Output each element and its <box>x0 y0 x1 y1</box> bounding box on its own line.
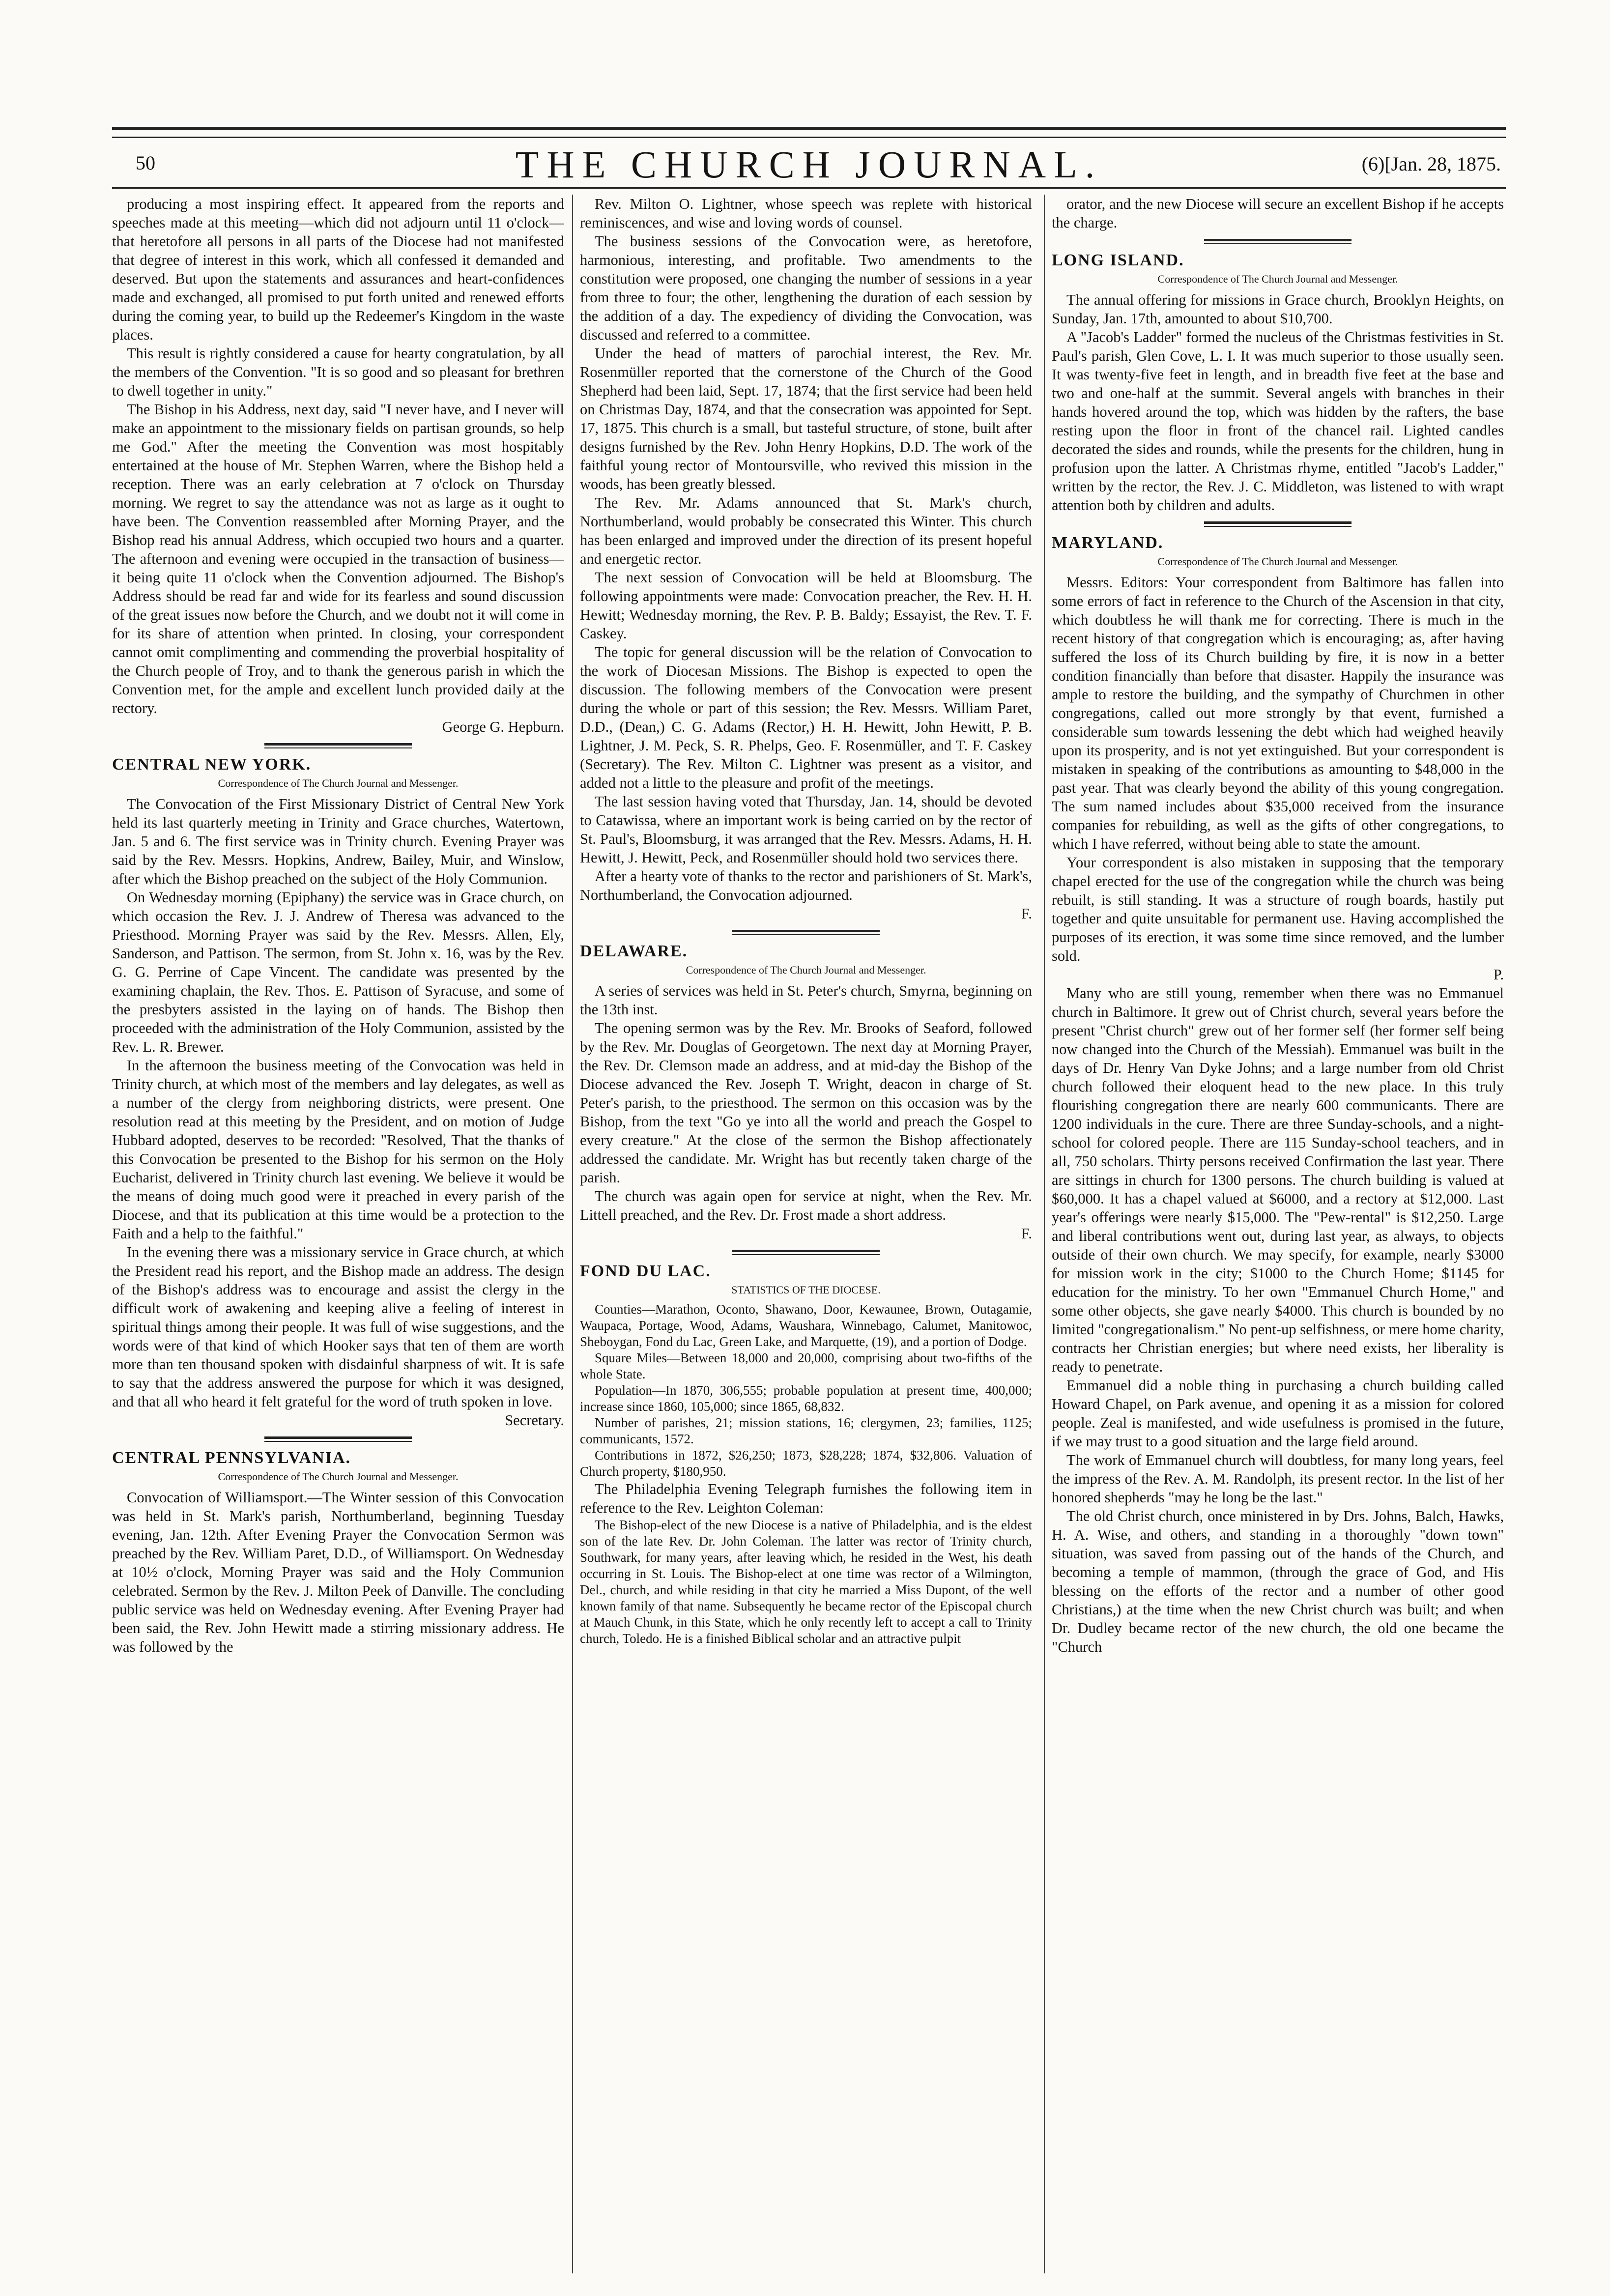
issue-date: (6)[Jan. 28, 1875. <box>1361 153 1501 175</box>
section-separator <box>732 934 880 935</box>
top-rule-thin <box>112 137 1506 138</box>
correspondence-note: Correspondence of The Church Journal and Messenger. <box>218 1470 459 1483</box>
section-separator <box>1204 239 1351 241</box>
page-number: 50 <box>136 152 155 174</box>
paragraph: Convocation of Williamsport.—The Winter session of this Convocation was held in St. Mark's parish, Northumberland, beginning Tuesday evening, Jan. 12th. After Evening Prayer the Convocation Sermon was preached by the Rev. William Paret, D.D., of Williamsport. On Wednesday at 10½ o'clock, Morning Prayer was said and the Holy Communion celebrated. Sermon by the Rev. J. Milton Peek of Danville. The concluding public service was held on Wednesday evening. After Evening Prayer had been said, the Rev. John Hewitt made a stirring missionary address. He was followed by the <box>112 1489 564 1655</box>
section-separator <box>732 1254 880 1255</box>
paragraph: Rev. Milton O. Lightner, whose speech was replete with historical reminiscences, and wise and loving words of counsel. <box>580 196 1032 231</box>
statistics-entry: Square Miles—Between 18,000 and 20,000, comprising about two-fifths of the whole State. <box>580 1350 1032 1381</box>
top-rule <box>112 127 1506 130</box>
paragraph: The Convocation of the First Missionary District of Central New York held its last quarterly meeting in Trinity and Grace churches, Watertown, Jan. 5 and 6. The first service was in Trinity church. Evening Prayer was said by the Rev. Messrs. Hopkins, Andrew, Bailey, Muir, and Winslow, after which the Bishop preached on the subject of the Holy Communion. <box>112 796 564 887</box>
statistics-entry: Population—In 1870, 306,555; probable population at present time, 400,000; increase since 1860, 105,000; since 1865, 68,832. <box>580 1383 1032 1414</box>
section-separator <box>732 1250 880 1252</box>
signature: Secretary. <box>505 1412 564 1429</box>
statistics-heading: STATISTICS OF THE DIOCESE. <box>731 1284 881 1296</box>
section-separator <box>264 1441 412 1442</box>
paragraph: The Philadelphia Evening Telegraph furnishes the following item in reference to the Rev. Leighton Coleman: <box>580 1481 1032 1516</box>
signature: F. <box>1021 1225 1032 1242</box>
section-heading: CENTRAL NEW YORK. <box>112 755 312 774</box>
signature: P. <box>1493 966 1504 983</box>
masthead <box>112 143 1506 187</box>
signature: F. <box>1021 905 1032 922</box>
section-heading: CENTRAL PENNSYLVANIA. <box>112 1449 351 1467</box>
paragraph: Messrs. Editors: Your correspondent from Baltimore has fallen into some errors of fact in reference to the Church of the Ascension in that city, which doubtless he will thank me for correcting. There is much in the recent history of that congregation which is encouraging; as, after having suffered the loss of its Church building by fire, it is now in a better condition financially than before that disaster. Happily the insurance was ample to restore the building, and the sympathy of Churchmen in other congregations, called out more strongly by that event, furnished a considerable sum towards lessening the debt which had weighed heavily upon its prosperity, and is not yet extinguished. But your correspondent is mistaken in speaking of the contributions as amounting to $48,000 in the past year. That was clearly beyond the ability of this young congregation. The sum named includes about $35,000 received from the insurance companies for rebuilding, as well as the gifts of other congregations, to which I have referred, without being able to state the amount. <box>1052 574 1504 852</box>
section-heading: MARYLAND. <box>1052 534 1164 552</box>
statistics-entry: Number of parishes, 21; mission stations, 16; clergymen, 23; families, 1125; communicants, 1572. <box>580 1415 1032 1446</box>
paragraph: producing a most inspiring effect. It appeared from the reports and speeches made at this meeting—which did not adjourn until 11 o'clock—that heretofore all persons in all parts of the Diocese had not manifested that degree of interest in this work, which all confessed it demanded and deserved. But upon the statements and assurances and heart-confidences made and exchanged, all promised to put forth united and renewed efforts during the coming year, to build up the Redeemer's Kingdom in the waste places. <box>112 196 564 343</box>
paragraph: The Rev. Mr. Adams announced that St. Mark's church, Northumberland, would probably be consecrated this Winter. This church has been enlarged and improved under the direction of its present hopeful and energetic rector. <box>580 494 1032 567</box>
paragraph: In the evening there was a missionary service in Grace church, at which the President read his report, and the Bishop made an address. The design of the Bishop's address was to encourage and assist the clergy in the difficult work of awakening and keeping alive a feeling of interest in spiritual things among their people. It was full of wise suggestions, and the words were of that kind of which Hooker says that ten of them are worth more than ten thousand spoken with disdainful sharpness of wit. It is safe to say that the address answered the purpose for which it was designed, and that all who heard it felt grateful for the word of truth spoken in love. <box>112 1244 564 1410</box>
paragraph: The old Christ church, once ministered in by Drs. Johns, Balch, Hawks, H. A. Wise, and others, and standing in a thoroughly "down town" situation, was saved from passing out of the hands of the Church, and becoming a temple of mammon, (through the grace of God, and His blessing on the efforts of the rector and a number of other good Christians,) at the time when the new Christ church was built; and when Dr. Dudley became rector of the new church, the old one became the "Church <box>1052 1508 1504 1655</box>
section-heading: LONG ISLAND. <box>1052 251 1184 269</box>
correspondence-note: Correspondence of The Church Journal and Messenger. <box>218 777 459 789</box>
correspondence-note: Correspondence of The Church Journal and Messenger. <box>1157 555 1398 568</box>
paragraph: The business sessions of the Convocation were, as heretofore, harmonious, interesting, and profitable. Two amendments to the constitution were proposed, one changing the number of sessions in a year from three to four; the other, lengthening the duration of each session by the addition of a day. The expediency of dividing the Convocation, was discussed and referred to a committee. <box>580 233 1032 343</box>
paragraph: The Bishop in his Address, next day, said "I never have, and I never will make an appointment to the missionary fields on partisan grounds, so help me God." After the meeting the Convention was most hospitably entertained at the house of Mr. Stephen Warren, where the Bishop held a reception. There was an early celebration at 7 o'clock on Thursday morning. We regret to say the attendance was not as large as it ought to have been. The Convention reassembled after Morning Prayer, and the Bishop read his annual Address, which occupied two hours and a quarter. The afternoon and evening were occupied in the transaction of business—it being quite 11 o'clock when the Convention adjourned. The Bishop's Address should be read far and wide for its fearless and sound discussion of the great issues now before the Church, and we doubt not it will come in for its share of attention when printed. In closing, your correspondent cannot omit complimenting and commending the proverbial hospitality of the Church people of Troy, and to thank the generous parish in which the Convention met, for the ample and excellent lunch provided daily at the rectory. <box>112 401 564 717</box>
section-heading: DELAWARE. <box>580 942 688 960</box>
paragraph: The next session of Convocation will be held at Bloomsburg. The following appointments were made: Convocation preacher, the Rev. H. H. Hewitt; Wednesday morning, the Rev. P. B. Baldy; Essayist, the Rev. T. F. Caskey. <box>580 569 1032 642</box>
correspondence-note: Correspondence of The Church Journal and Messenger. <box>1157 273 1398 285</box>
paragraph: Emmanuel did a noble thing in purchasing a church building called Howard Chapel, on Park avenue, and opening it as a mission for colored people. Zeal is manifested, and wide usefulness is promised in the future, if we may trust to a good situation and the large field around. <box>1052 1377 1504 1450</box>
paragraph: The work of Emmanuel church will doubtless, for many long years, feel the impress of the Rev. A. M. Randolph, its present rector. In the list of her honored shepherds "may he long be the last." <box>1052 1452 1504 1506</box>
column-1 <box>112 195 564 2273</box>
paragraph: A series of services was held in St. Peter's church, Smyrna, beginning on the 13th inst. <box>580 982 1032 1018</box>
newspaper-title: THE CHURCH JOURNAL. <box>515 143 1103 186</box>
paragraph: Many who are still young, remember when there was no Emmanuel church in Baltimore. It grew out of Christ church, several years before the present "Christ church" grew out of her former self (her former self being now changed into the Church of the Messiah). Emmanuel was built in the days of Dr. Henry Van Dyke Johns; and a large number from old Christ church followed their eloquent head to the new place. In this truly flourishing congregation there are nearly 600 communicants. There are 1200 individuals in the cure. There are three Sunday-schools, and a night-school for colored people. There are 115 Sunday-school teachers, and in all, 750 scholars. Thirty persons received Confirmation the last year. There are sittings in church for 1300 persons. The church building is valued at $60,000. It has a chapel valued at $6000, and a rectory at $12,000. Last year's offerings were nearly $15,000. The "Pew-rental" is $12,250. Large and liberal contributions went out, during last year, as always, to objects outside of their own church. We may specify, for example, nearly $3000 for mission work in the city; $1000 to the Church Home; $1145 for education for the ministry. To her own "Emmanuel Church Home," and some other objects, she gave nearly $4000. This church is bounded by no limited "congregationalism." No pent-up selfishness, or mere home charity, contracts her Christian energies; but where need exists, her liberality is ready to penetrate. <box>1052 985 1504 1375</box>
paragraph: Under the head of matters of parochial interest, the Rev. Mr. Rosenmüller reported that the cornerstone of the Church of the Good Shepherd had been laid, Sept. 17, 1874; that the first service had been held on Christmas Day, 1874, and that the consecration was appointed for Sept. 17, 1875. This church is a small, but tasteful structure, of stone, built after designs furnished by the Rev. John Henry Hopkins, D.D. The work of the faithful young rector of Montoursville, who revived this mission in the woods, has been greatly blessed. <box>580 345 1032 492</box>
column-divider <box>1044 195 1045 2273</box>
quoted-paragraph: The Bishop-elect of the new Diocese is a native of Philadelphia, and is the eldest son of the late Rev. Dr. John Coleman. The latter was rector of Trinity church, Southwark, for many years, after leaving which, he resided in the West, his death occurring in St. Louis. The Bishop-elect at one time was rector of a Wilmington, Del., church, and while residing in that city he married a Miss Dupont, of the well known family of that name. Subsequently he became rector of the Episcopal church at Mauch Chunk, in this State, which he only recently left to accept a call to Trinity church, Toledo. He is a finished Biblical scholar and an attractive pulpit <box>580 1518 1032 1646</box>
masthead-rule <box>112 187 1506 189</box>
section-separator <box>1204 526 1351 527</box>
paragraph: The topic for general discussion will be the relation of Convocation to the work of Diocesan Missions. The Bishop is expected to open the discussion. The following members of the Convocation were present during the whole or part of this session; the Rev. Messrs. William Paret, D.D., (Dean,) C. G. Adams (Rector,) H. H. Hewitt, John Hewitt, P. B. Lightner, J. M. Peck, S. R. Phelps, Geo. F. Rosenmüller, and T. F. Caskey (Secretary). The Rev. Milton C. Lightner was present as a visitor, and added not a little to the pleasure and profit of the meetings. <box>580 644 1032 791</box>
section-heading: FOND DU LAC. <box>580 1262 711 1280</box>
paragraph: The opening sermon was by the Rev. Mr. Brooks of Seaford, followed by the Rev. Mr. Douglas of Georgetown. The next day at Morning Prayer, the Rev. Dr. Clemson made an address, and at mid-day the Bishop of the Diocese advanced the Rev. Joseph T. Wright, deacon in charge of St. Peter's parish, to the priesthood. The sermon on this occasion was by the Bishop, from the text "Go ye into all the world and preach the Gospel to every creature." At the close of the sermon the Bishop affectionately addressed the candidate. Mr. Wright has but recently taken charge of the parish. <box>580 1020 1032 1186</box>
section-separator <box>732 930 880 932</box>
paragraph: In the afternoon the business meeting of the Convocation was held in Trinity church, at which most of the members and lay delegates, as well as a number of the clergy from neighboring districts, were present. One resolution read at this meeting by the President, and on motion of Judge Hubbard adopted, deserves to be recorded: "Resolved, That the thanks of this Convocation be presented to the Bishop for his sermon on the Holy Eucharist, delivered in Trinity church last evening. We believe it would be the means of doing much good were it preached in every parish of the Diocese, and that its publication at this time would be a protection to the Faith and a help to the faithful." <box>112 1057 564 1242</box>
paragraph: This result is rightly considered a cause for hearty congratulation, by all the members of the Convention. "It is so good and so pleasant for brethren to dwell together in unity." <box>112 345 564 399</box>
paragraph: A "Jacob's Ladder" formed the nucleus of the Christmas festivities in St. Paul's parish, Glen Cove, L. I. It was much superior to those usually seen. It was twenty-five feet in length, and in breadth five feet at the base and two and one-half at the summit. Several angels with branches in their hands hovered around the top, which was hidden by the rafters, the base resting upon the floor in front of the chancel rail. Lighted candles decorated the sides and rounds, while the presents for the children, hung in profusion upon the latter. A Christmas rhyme, entitled "Jacob's Ladder," written by the rector, the Rev. J. C. Middleton, was listened to with wrapt attention both by children and adults. <box>1052 329 1504 514</box>
paragraph: Your correspondent is also mistaken in supposing that the temporary chapel erected for the use of the congregation while the church was being rebuilt, is still standing. It was a structure of rough boards, hastily put together and quite unsuitable for permanent use. Having accomplished the purposes of its erection, it was some time since removed, and the lumber sold. <box>1052 854 1504 964</box>
paragraph: After a hearty vote of thanks to the rector and parishioners of St. Mark's, Northumberland, the Convocation adjourned. <box>580 868 1032 903</box>
column-2 <box>580 195 1032 2273</box>
signature: George G. Hepburn. <box>442 718 564 735</box>
section-separator <box>1204 243 1351 244</box>
paragraph: The last session having voted that Thursday, Jan. 14, should be devoted to Catawissa, where an important work is being carried on by the rector of St. Paul's, Bloomsburg, it was arranged that the Rev. Messrs. Adams, H. H. Hewitt, J. Hewitt, Peck, and Rosenmüller should hold two services there. <box>580 793 1032 866</box>
correspondence-note: Correspondence of The Church Journal and Messenger. <box>686 964 926 976</box>
paragraph: orator, and the new Diocese will secure an excellent Bishop if he accepts the charge. <box>1052 196 1504 231</box>
column-3 <box>1052 195 1504 2273</box>
statistics-entry: Contributions in 1872, $26,250; 1873, $28,228; 1874, $32,806. Valuation of Church property, $180,950. <box>580 1448 1032 1479</box>
statistics-entry: Counties—Marathon, Oconto, Shawano, Door, Kewaunee, Brown, Outagamie, Waupaca, Portage, Wood, Adams, Waushara, Winnebago, Calumet, Manitowoc, Sheboygan, Fond du Lac, Green Lake, and Marquette, (19), and a portion of Dodge. <box>580 1302 1032 1349</box>
column-divider <box>572 195 573 2273</box>
paragraph: On Wednesday morning (Epiphany) the service was in Grace church, on which occasion the Rev. J. J. Andrew of Theresa was advanced to the Priesthood. Morning Prayer was said by the Rev. Messrs. Allen, Ely, Sanderson, and Pattison. The sermon, from St. John x. 16, was by the Rev. G. G. Perrine of Cape Vincent. The candidate was presented by the examining chaplain, the Rev. Thos. E. Pattison of Syracuse, and some of the presbyters assisted in the laying on of hands. The Bishop then proceeded with the administration of the Holy Communion, assisted by the Rev. L. R. Brewer. <box>112 889 564 1055</box>
section-separator <box>1204 521 1351 524</box>
section-separator <box>264 1436 412 1439</box>
paragraph: The annual offering for missions in Grace church, Brooklyn Heights, on Sunday, Jan. 17th, amounted to about $10,700. <box>1052 291 1504 327</box>
paragraph: The church was again open for service at night, when the Rev. Mr. Littell preached, and the Rev. Dr. Frost made a short address. <box>580 1188 1032 1223</box>
section-separator <box>264 743 412 746</box>
section-separator <box>264 747 412 748</box>
